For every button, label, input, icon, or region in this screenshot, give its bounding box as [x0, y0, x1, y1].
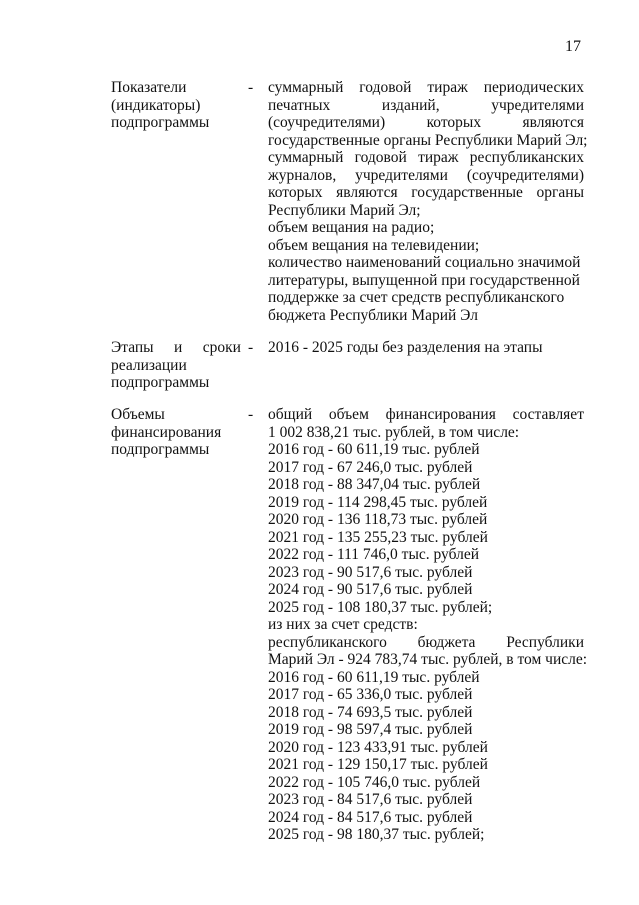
word: которых [426, 114, 482, 131]
word: периодических [483, 79, 584, 96]
word: учредителями [355, 166, 448, 184]
word: суммарный [268, 79, 344, 96]
value-line: 2022 год - 111 746,0 тыс. рублей [268, 546, 479, 563]
word: Этапы [111, 339, 154, 356]
value-line: поддержке за счет средств республиканского [268, 289, 565, 306]
word: и [174, 339, 183, 356]
label-line [111, 339, 241, 357]
value-line: 2021 год - 135 255,23 тыс. рублей [268, 528, 488, 546]
row-value [268, 406, 588, 844]
value-line: 2021 год - 129 150,17 тыс. рублей [268, 756, 488, 773]
row-value [268, 339, 584, 357]
value-line: 2022 год - 105 746,0 тыс. рублей [268, 773, 481, 791]
value-line: 2017 год - 67 246,0 тыс. рублей [268, 458, 473, 476]
word: бюджета [417, 633, 476, 651]
label-line: подпрограммы [111, 114, 210, 131]
word: республиканского [268, 633, 387, 651]
value-line: государственные органы Республики Марий Эл; [268, 131, 588, 149]
value-line: количество наименований социально значимой [268, 254, 581, 271]
row-dash: - [248, 339, 254, 356]
value-line: Республики Марий Эл; [268, 201, 421, 219]
word: тираж [418, 149, 459, 166]
value-line: литературы, выпущенной при государственной [268, 271, 580, 289]
label-line: реализации [111, 356, 187, 374]
label-line: Показатели [111, 79, 187, 96]
word: изданий, [381, 96, 440, 114]
word: объем [328, 406, 369, 423]
label-line: (индикаторы) [111, 96, 201, 114]
value-line: 2017 год - 65 336,0 тыс. рублей [268, 686, 473, 703]
value-line: объем вещания на телевидении; [268, 236, 480, 254]
value-line: 2019 год - 114 298,45 тыс. рублей [268, 493, 488, 511]
value-line: 2024 год - 84 517,6 тыс. рублей [268, 808, 473, 826]
word: годовой [354, 149, 407, 166]
value-line [268, 97, 584, 115]
word: (соучредителями) [268, 114, 386, 131]
word: сроки [202, 339, 241, 356]
word: суммарный [268, 149, 344, 166]
value-line: Марий Эл - 924 783,74 тыс. рублей, в том числе: [268, 651, 588, 668]
page-number: 17 [565, 38, 581, 55]
word: являются [336, 184, 398, 201]
value-line: 2018 год - 74 693,5 тыс. рублей [268, 703, 473, 721]
word: которых [268, 184, 323, 201]
value-line [268, 149, 584, 167]
row-dash: - [248, 406, 254, 423]
value-line: 2016 - 2025 годы без разделения на этапы [268, 339, 543, 356]
word: органы [536, 184, 584, 201]
value-line: из них за счет средств: [268, 616, 418, 633]
word: печатных [268, 96, 331, 114]
label-line: финансирования [111, 423, 222, 441]
value-line: 2016 год - 60 611,19 тыс. рублей [268, 441, 480, 458]
row-label [111, 406, 241, 459]
label-line: подпрограммы [111, 374, 210, 391]
value-line: 2020 год - 123 433,91 тыс. рублей [268, 738, 488, 756]
value-line: 2024 год - 90 517,6 тыс. рублей [268, 581, 473, 598]
word: (соучредителями) [466, 166, 584, 184]
word: республиканских [469, 149, 584, 166]
value-line [268, 634, 584, 652]
value-line: 2019 год - 98 597,4 тыс. рублей [268, 721, 473, 738]
word: учредителями [491, 96, 584, 114]
word: годовой [359, 79, 412, 96]
value-line: 2018 год - 88 347,04 тыс. рублей [268, 476, 481, 493]
value-line: объем вещания на радио; [268, 219, 435, 236]
word: тираж [427, 79, 468, 96]
value-line: 1 002 838,21 тыс. рублей, в том числе: [268, 423, 520, 441]
value-line: 2023 год - 84 517,6 тыс. рублей [268, 791, 473, 808]
value-line: 2025 год - 98 180,37 тыс. рублей; [268, 826, 485, 843]
value-line: 2025 год - 108 180,37 тыс. рублей; [268, 598, 493, 616]
value-line: 2020 год - 136 118,73 тыс. рублей [268, 511, 488, 528]
value-line [268, 184, 584, 202]
value-line: 2016 год - 60 611,19 тыс. рублей [268, 668, 480, 686]
row-value [268, 79, 588, 324]
value-line: 2023 год - 90 517,6 тыс. рублей [268, 563, 473, 581]
word: общий [268, 406, 313, 423]
row-label [111, 339, 241, 392]
label-line: подпрограммы [111, 441, 210, 458]
value-line [268, 167, 584, 185]
word: составляет [512, 406, 584, 423]
word: финансирования [385, 406, 496, 423]
word: государственные [411, 184, 523, 201]
word: Республики [506, 633, 584, 651]
row-dash: - [248, 79, 254, 96]
row-label [111, 79, 241, 132]
value-line [268, 406, 584, 424]
value-line: бюджета Республики Марий Эл [268, 306, 478, 324]
word: журналов, [268, 166, 337, 184]
value-line [268, 114, 584, 132]
value-line [268, 79, 584, 97]
word: являются [522, 114, 584, 131]
label-line: Объемы [111, 406, 165, 423]
